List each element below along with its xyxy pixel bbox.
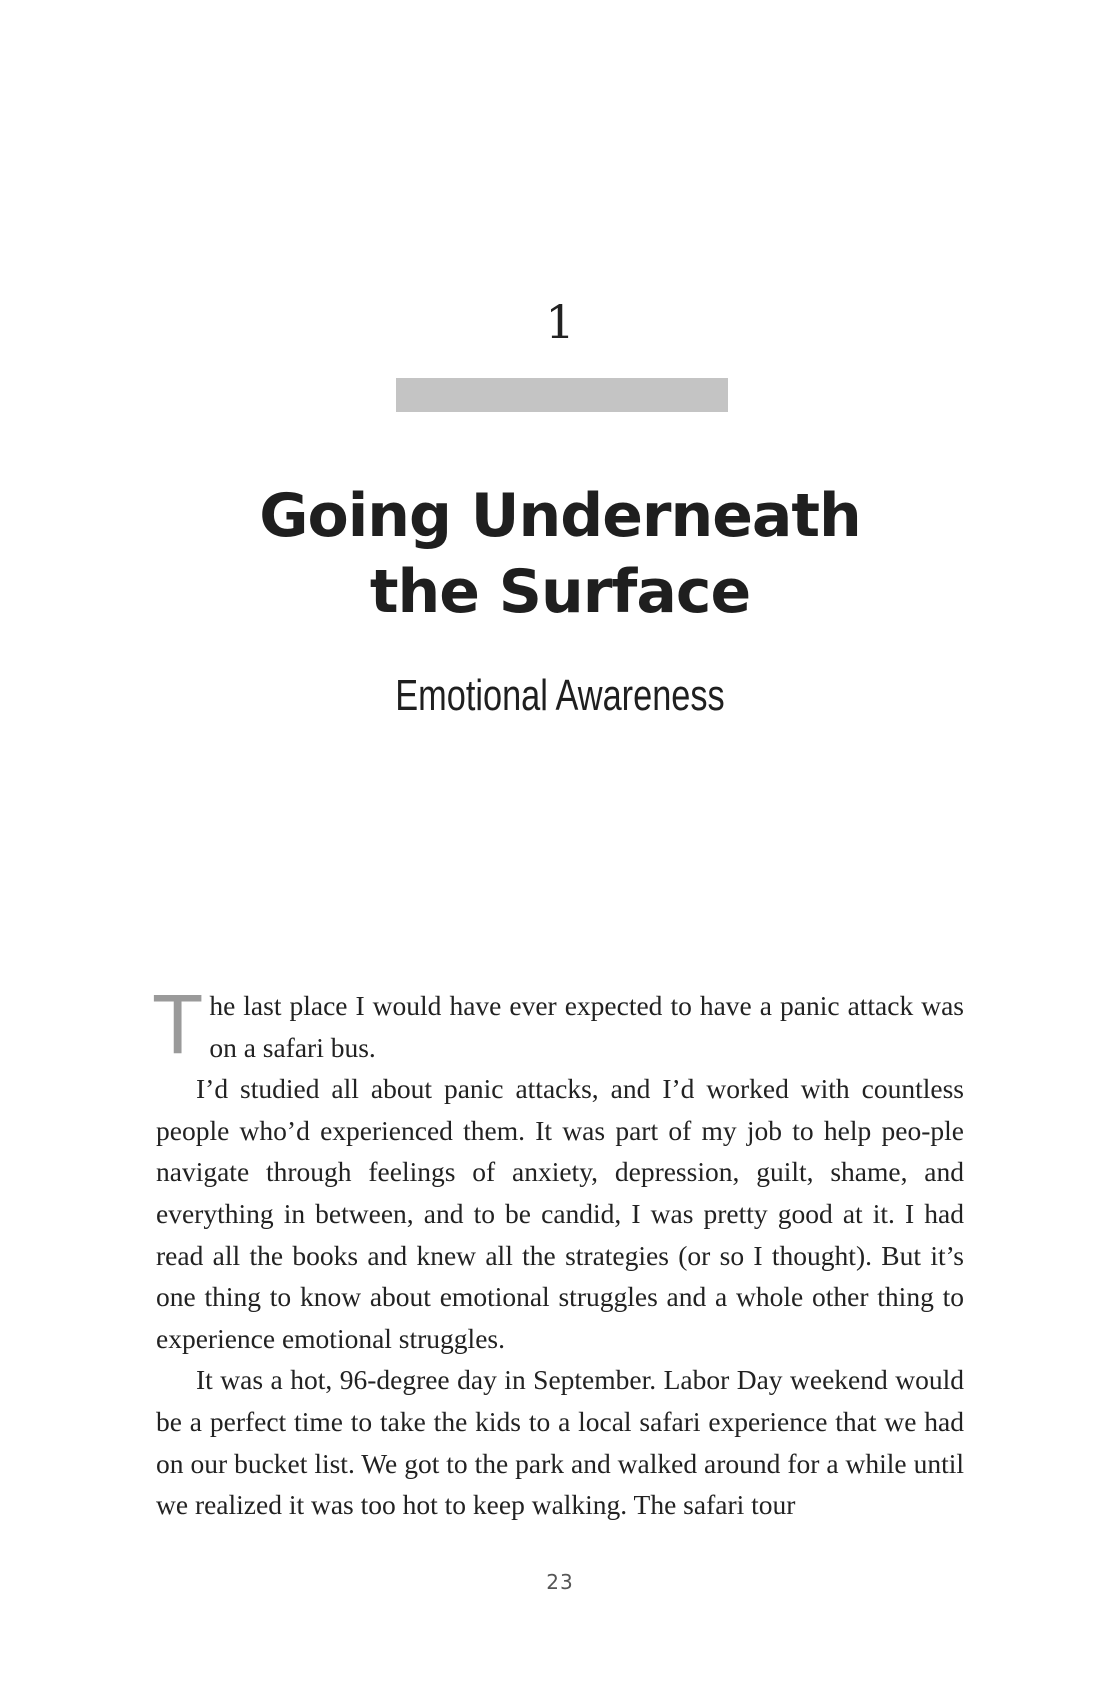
chapter-title-line-2: the Surface	[369, 557, 751, 627]
body-text	[152, 977, 964, 1526]
chapter-divider-bar	[396, 378, 728, 412]
chapter-title-line-1: Going Underneath	[259, 481, 861, 551]
chapter-subtitle: Emotional Awareness	[395, 671, 725, 720]
paragraph-2: I’d studied all about panic attacks, and I’d worked with countless people who’d experienced them. It was part of my job to help peo-ple navigate through feelings of anxiety, depression, guilt, shame, and everything in between, and to be candid, I was pretty good at it. I had read all the books and knew all the strategies (or so I thought). But it’s one thing to know about emotional struggles and a whole other thing to experience emotional struggles.	[156, 1073, 964, 1354]
page-number: 23	[546, 1570, 574, 1594]
paragraph-1-text: he last place I would have ever expected to have a panic attack was on a safari bus.	[209, 990, 964, 1063]
paragraph-3: It was a hot, 96-degree day in September. Labor Day weekend would be a perfect time to take the kids to a local safari experience that we had on our bucket list. We got to the park and walked around for a while until we realized it was too hot to keep walking. The safari tour	[156, 1364, 964, 1521]
chapter-number: 1	[545, 295, 575, 349]
drop-cap: T	[152, 977, 204, 1071]
paragraph-1	[152, 977, 964, 1071]
chapter-title	[0, 478, 1100, 630]
